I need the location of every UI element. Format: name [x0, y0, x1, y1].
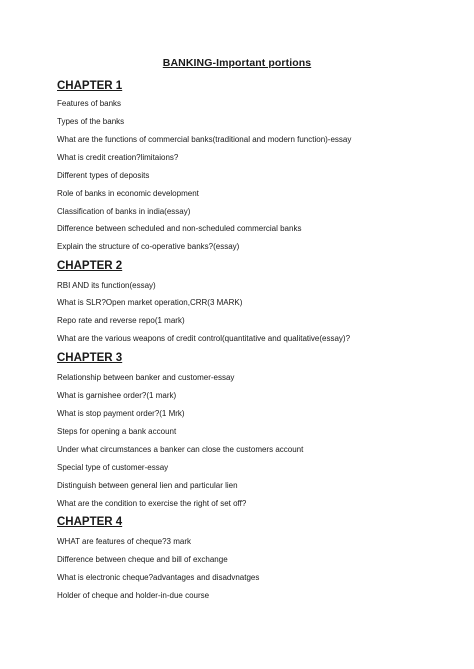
chapter-2-item: Repo rate and reverse repo(1 mark) — [57, 316, 185, 325]
chapter-3-item: Special type of customer-essay — [57, 463, 169, 472]
chapter-2-item: What are the various weapons of credit control(quantitative and qualitative(essay)? — [57, 334, 351, 343]
chapter-1-item: Explain the structure of co-operative banks?(essay) — [57, 242, 240, 251]
chapter-3-item: What is garnishee order?(1 mark) — [57, 391, 177, 400]
chapter-1-item: Types of the banks — [57, 117, 125, 126]
chapter-4-item: Difference between cheque and bill of exchange — [57, 555, 228, 564]
chapter-3-item: What is stop payment order?(1 Mrk) — [57, 409, 185, 418]
chapter-4-item: What is electronic cheque?advantages and disadvnatges — [57, 573, 260, 582]
chapter-1-item: Different types of deposits — [57, 171, 150, 180]
chapter-1-item: What are the functions of commercial banks(traditional and modern function)-essay — [57, 135, 352, 144]
chapter-2-item: RBI AND its function(essay) — [57, 281, 156, 290]
chapter-1-item: Role of banks in economic development — [57, 189, 199, 198]
chapter-1-item: What is credit creation?limitaions? — [57, 153, 179, 162]
chapter-1-heading: CHAPTER 1 — [57, 80, 123, 92]
chapter-4-heading: CHAPTER 4 — [57, 516, 123, 528]
chapter-4-item: Holder of cheque and holder-in-due course — [57, 591, 210, 600]
chapter-1-item: Features of banks — [57, 99, 122, 108]
chapter-1-item: Difference between scheduled and non-scheduled commercial banks — [57, 224, 302, 233]
page-title: BANKING-Important portions — [162, 57, 312, 69]
chapter-3-item: Steps for opening a bank account — [57, 427, 177, 436]
chapter-4-item: WHAT are features of cheque?3 mark — [57, 537, 191, 546]
chapter-3-item: Under what circumstances a banker can close the customers account — [57, 445, 304, 454]
chapter-3-heading: CHAPTER 3 — [57, 352, 123, 364]
chapter-2-item: What is SLR?Open market operation,CRR(3 MARK) — [57, 298, 243, 307]
chapter-3-item: What are the condition to exercise the right of set off? — [57, 499, 247, 508]
chapter-2-heading: CHAPTER 2 — [57, 260, 123, 272]
chapter-1-item: Classification of banks in india(essay) — [57, 207, 191, 216]
chapter-3-item: Distinguish between general lien and particular lien — [57, 481, 238, 490]
chapter-3-item: Relationship between banker and customer-essay — [57, 373, 235, 382]
